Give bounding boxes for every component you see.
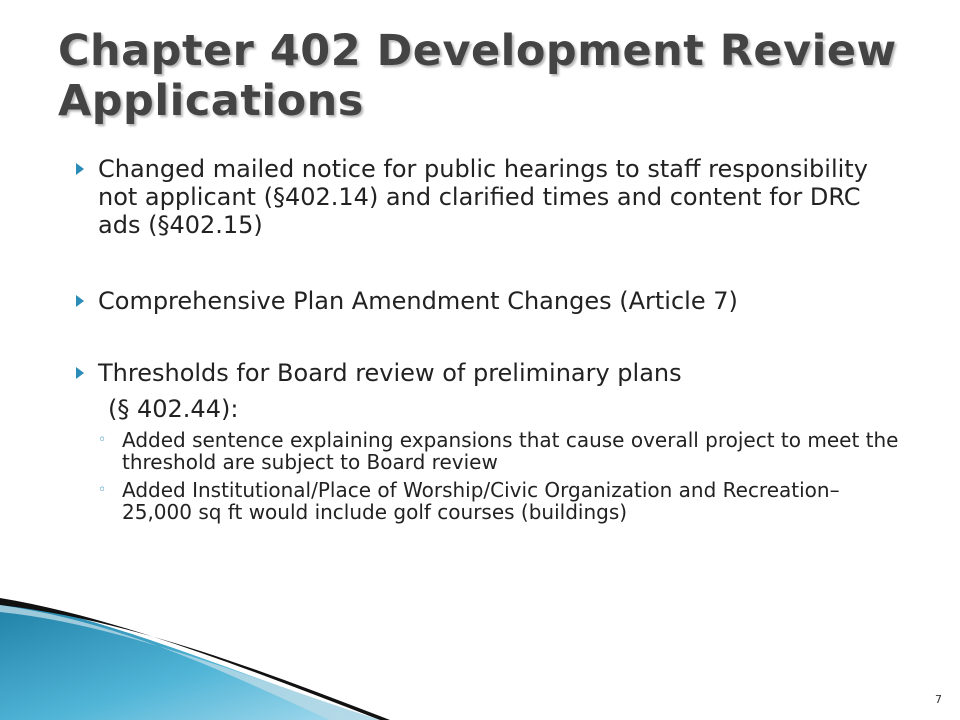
bullet-text-1: Changed mailed notice for public hearings to staff responsibility not applicant (§402.14) and clarified times and content for DRC ads (§402.15) — [98, 155, 868, 239]
bullet-text-2: Comprehensive Plan Amendment Changes (Article 7) — [98, 287, 738, 315]
slide-title — [58, 26, 918, 126]
sub-bullet-item-1 — [98, 429, 906, 473]
sub-bullet-item-2 — [98, 479, 906, 523]
triangle-bullet-icon — [76, 163, 84, 175]
page-number: 7 — [935, 693, 942, 706]
bullet-item-2 — [66, 287, 906, 315]
bullet-list — [66, 155, 906, 523]
title-line-2: Applications — [58, 76, 364, 126]
bullet-item-1 — [66, 155, 906, 239]
title-line-1: Chapter 402 Development Review — [58, 26, 897, 76]
bullet-text-3-section: (§ 402.44): — [108, 395, 239, 423]
triangle-bullet-icon — [76, 295, 84, 307]
ring-bullet-icon: ◦ — [98, 432, 107, 448]
bullet-text-3: Thresholds for Board review of preliminary plans — [98, 359, 682, 387]
triangle-bullet-icon — [76, 367, 84, 379]
ring-bullet-icon: ◦ — [98, 482, 107, 498]
sub-bullet-text-2: Added Institutional/Place of Worship/Civic Organization and Recreation– 25,000 sq ft would include golf courses (buildings) — [122, 478, 840, 524]
bullet-item-3 — [66, 359, 906, 423]
bottom-wave-decoration — [0, 560, 960, 720]
sub-bullet-text-1: Added sentence explaining expansions that cause overall project to meet the threshold are subject to Board review — [122, 428, 899, 474]
